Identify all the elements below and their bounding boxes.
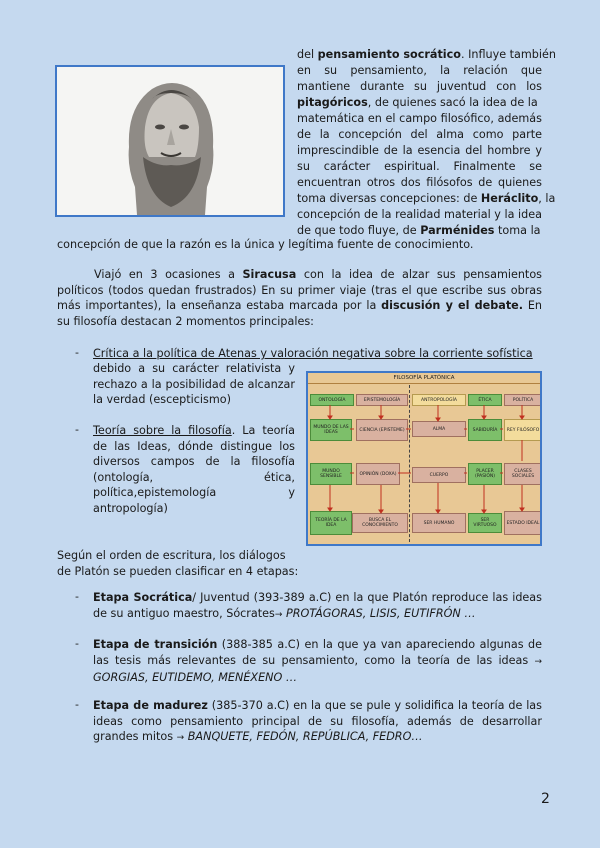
diagram-row2-epistemology: OPINIÓN (DOXA) <box>356 463 400 485</box>
intro-line-6: de la concepción del alma como parte <box>297 128 542 141</box>
intro-line-3: mantiene durante su juventud con los <box>297 80 542 93</box>
bullet-dash: - <box>75 590 79 603</box>
platonic-philosophy-diagram <box>306 371 542 546</box>
intro-line-1: del pensamiento socrático. Influye también <box>297 48 556 61</box>
bullet-dash: - <box>75 698 79 711</box>
bullet-dash: - <box>75 346 79 359</box>
diagram-row1-ontology: MUNDO DE LAS IDEAS <box>310 419 352 441</box>
diagram-header-politics: POLÍTICA <box>504 394 542 406</box>
diagram-row2-anthropology: CUERPO <box>412 467 466 483</box>
intro-line-2: en su pensamiento, la relación que <box>297 64 542 77</box>
diagram-header-anthropology: ANTROPOLOGÍA <box>412 394 466 406</box>
diagram-row3-ontology: TEORÍA DE LA IDEA <box>310 511 352 535</box>
intro-line-12: de que todo fluye, de Parménides toma la <box>297 224 541 237</box>
intro-line-13: concepción de que la razón es la única y legítima fuente de conocimiento. <box>57 238 474 251</box>
diagram-header-ethics: ÉTICA <box>468 394 502 406</box>
list-item-1-text: debido a su carácter relativista y rechazo a la posibilidad de alcanzar la verdad (escepticismo) <box>93 362 295 407</box>
intro-line-4: pitagóricos, de quienes sacó la idea de la <box>297 96 538 109</box>
stage-transition: Etapa de transición (388-385 a.C) en la que ya van apareciendo algunas de las tesis más relevantes de su pensamiento, como la teoría de las ideas → GORGIAS, EUTIDEMO, MENÉXENO … <box>93 638 542 685</box>
diagram-row1-ethics: SABIDURÍA <box>468 419 502 441</box>
diagram-row3-ethics: SER VIRTUOSO <box>468 513 502 533</box>
diagram-row1-politics: REY FILÓSOFO <box>504 419 542 441</box>
diagram-header-epistemology: EPISTEMOLOGÍA <box>356 394 408 406</box>
diagram-arrows <box>308 373 542 546</box>
diagram-row1-anthropology: ALMA <box>412 421 466 437</box>
diagram-row3-epistemology: BUSCA EL CONOCIMIENTO <box>352 513 408 533</box>
intro-line-10: toma diversas concepciones: de Heráclito, la <box>297 192 556 205</box>
intro-line-11: concepción de la realidad material y la idea <box>297 208 542 221</box>
intro-line-7: imprescindible de la esencia del hombre y <box>297 144 542 157</box>
bullet-dash: - <box>75 637 79 650</box>
diagram-row1-epistemology: CIENCIA (EPISTEME) <box>356 419 408 441</box>
diagram-row2-ontology: MUNDO SENSIBLE <box>310 463 352 485</box>
stage-socratic: Etapa Socrática/ Juventud (393-389 a.C) en la que Platón reproduce las ideas de su antiguo maestro, Sócrates→ PROTÁGORAS, LISIS, EUTIFRÓN … <box>93 591 542 620</box>
parmenides-bust-image <box>55 65 285 217</box>
intro-line-8: su carácter espiritual. Finalmente se <box>297 160 542 173</box>
page-number: 2 <box>541 791 550 807</box>
diagram-header-ontology: ONTOLOGÍA <box>310 394 354 406</box>
list-item-2-text: Teoría sobre la filosofía. La teoría de las Ideas, dónde distingue los diversos campos de la filosofía (ontología, ética, política,epistemología y antropología) <box>93 424 295 515</box>
intro-line-9: encuentran otros dos filósofos de quienes <box>297 176 542 189</box>
diagram-row3-anthropology: SER HUMANO <box>412 513 466 533</box>
diagram-row2-politics: CLASES SOCIALES <box>504 463 542 485</box>
stages-intro-paragraph: Según el orden de escritura, los diálogos de Platón se pueden clasificar en 4 etapas: <box>57 549 299 578</box>
siracusa-paragraph: Viajó en 3 ocasiones a Siracusa con la idea de alzar sus pensamientos políticos (todos quedan frustrados) En su primer viaje (tras el que escribe sus obras más importantes), la enseñanza estaba marcada por la discusión y el debate. En su filosofía destacan 2 momentos principales: <box>57 268 543 328</box>
list-item-1-title: Crítica a la política de Atenas y valoración negativa sobre la corriente sofística <box>93 347 533 360</box>
bullet-dash: - <box>75 423 79 436</box>
diagram-row3-politics: ESTADO IDEAL <box>504 511 542 535</box>
diagram-row2-ethics: PLACER (PASIÓN) <box>468 463 502 485</box>
stage-maturity: Etapa de madurez (385-370 a.C) en la que se pule y solidifica la teoría de las ideas como pensamiento principal de su filosofía, además de desarrollar grandes mitos → BANQUETE, FEDÓN, REPÚBLICA, FEDRO… <box>93 699 542 744</box>
intro-line-5: matemática en el campo filosófico, además <box>297 112 542 125</box>
diagram-title: FILOSOFÍA PLATÓNICA <box>393 375 455 381</box>
